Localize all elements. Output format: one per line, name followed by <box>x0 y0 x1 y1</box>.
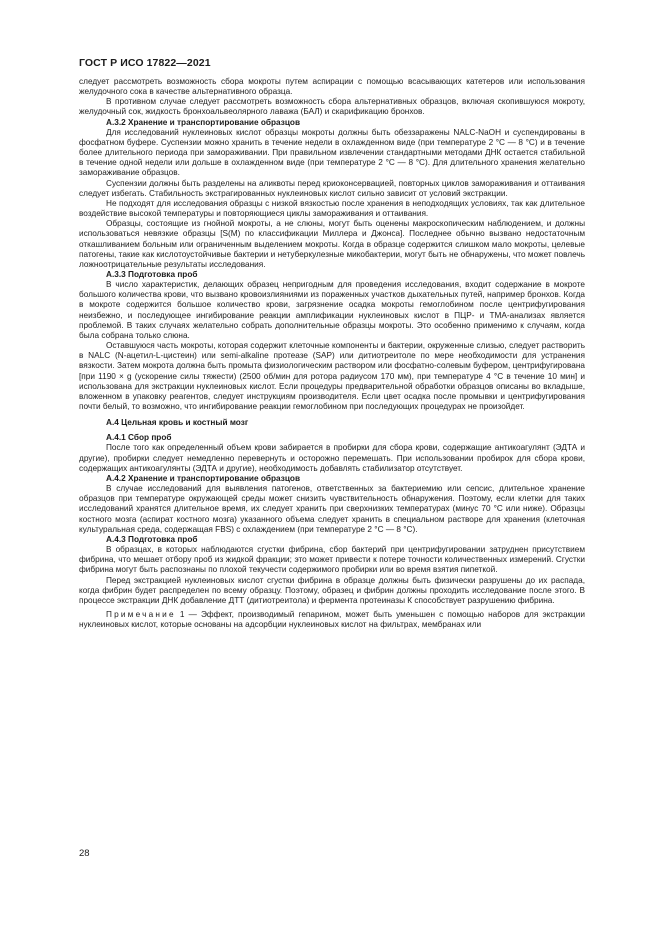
section-heading-a42: А.4.2 Хранение и транспортирование образцов <box>106 473 301 483</box>
paragraph: В противном случае следует рассмотреть возможность сбора альтернативных образцов, включая скопившуюся мокроту, желудочный сок, жидкость бронхоальвеолярного лаважа (БАЛ) и скарификацию бронхов. <box>79 97 585 117</box>
page-number: 28 <box>79 848 90 859</box>
document-body <box>79 77 585 630</box>
paragraph: следует рассмотреть возможность сбора мокроты путем аспирации с помощью всасывающих катетеров или использования желудочного сока в качестве альтернативного образца. <box>79 77 585 97</box>
paragraph: В случае исследований для выявления патогенов, ответственных за бактериемию или сепсис, длительное хранение образцов при температуре окружающей среды может снизить чувствительность обнаружения. Поэтому, если клетки для таких исследований хранятся длительное время, их следует хранить при сверхнизких температурах (минус 70 °С или ниже). Образцы костного мозга (аспират костного мозга) указанного объема следует хранить в специальном растворе для хранения (клеточная культуральная среда, содержащая FBS) с охлаждением (при температуре 2 °С — 8 °С). <box>79 484 585 534</box>
section-heading-a43: А.4.3 Подготовка проб <box>106 534 198 544</box>
note-paragraph <box>79 610 585 630</box>
paragraph: После того как определенный объем крови забирается в пробирки для сбора крови, содержащие антикоагулянт (ЭДТА и другие), пробирки следует немедленно перевернуть и осторожно перемешать. При использовании пробирок для сбора крови, содержащих антикоагулянты (ЭДТА и другие), необходимость добавлять стабилизатор отсутствует. <box>79 443 585 473</box>
document-header: ГОСТ Р ИСО 17822—2021 <box>79 57 211 69</box>
paragraph: В образцах, в которых наблюдаются сгустки фибрина, сбор бактерий при центрифугировании затруднен присутствием фибрина, что мешает отбору проб из жидкой фракции; это может привести к потере точности количественных измерений. Сгустки фибрина могут быть распознаны по плохой текучести содержимого пробирки или во время взятия пипеткой. <box>79 545 585 575</box>
section-heading-a33: А.3.3 Подготовка проб <box>106 269 198 279</box>
section-heading-a4: А.4 Цельная кровь и костный мозг <box>106 418 249 428</box>
section-heading-a41: А.4.1 Сбор проб <box>106 433 172 443</box>
note-label: Примечание <box>106 609 176 619</box>
paragraph: В число характеристик, делающих образец непригодным для проведения исследования, входит содержание в мокроте большого количества крови, что вызвано кровоизлияниями из пораженных участков дыхательных путей, например бронхов. Когда в мокроте содержится большое количество крови, загрязнение осадка мокроты гемоглобином после центрифугирования неизбежно, и последующее ингибирование реакции амплификации нуклеиновых кислот в ПЦР- и ТМА-анализах является проблемой. В таких случаях желательно собрать дополнительные образцы мокроты. Это особенно применимо к случаям, когда была собрана только слюна. <box>79 280 585 340</box>
note-text: 1 — Эффект, производимый гепарином, может быть уменьшен с помощью наборов для экстракции нуклеиновых кислот, которые основаны на адсорбции нуклеиновых кислот на фильтрах, мембранах или <box>79 609 585 630</box>
section-heading-a32: А.3.2 Хранение и транспортирование образцов <box>106 117 301 127</box>
paragraph: Перед экстракцией нуклеиновых кислот сгустки фибрина в образце должны быть физически разрушены до их распада, когда фибрин будет распределен по всему образцу. Поэтому, образец и фибрин должны проходить исследование после этого. В процессе экстракции ДНК добавление ДТТ (дитиотреитола) и фермента протеиназы К способствует разрушению фибрина. <box>79 575 585 605</box>
paragraph: Оставшуюся часть мокроты, которая содержит клеточные компоненты и бактерии, окруженные слизью, следует растворить в NALC (N-ацетил-L-цистеин) или semi-alkaline протеазе (SAP) или дитиотреитоле по мере необходимости для устранения вязкости. Затем мокрота должна быть промыта физиологическим раствором или фосфатно-солевым буфером, центрифугирована [при 1190 × g (ускорение силы тяжести) (2500 об/мин для ротора радиусом 170 мм), при температуре 4 °С в течение 10 мин] и использована для экстракции нуклеиновых кислот. Если процедуры предварительной обработки образцов описаны во вкладыше, вложенном в упаковку реагентов, следует инструкциям производителя. Если цвет осадка после промывки и центрифугирования почти белый, то возможно, что ингибирование реакции гемоглобином при последующих процедурах не произойдет. <box>79 341 585 411</box>
paragraph: Образцы, состоящие из гнойной мокроты, а не слюны, могут быть оценены макроскопическим наблюдением, и должны использоваться невязкие образцы [S(M) по классификации Миллера и Джонса]. Последнее обычно вызвано недостаточным откашливанием больным или ограниченным выделением мокроты. Когда в образце содержится слишком мало мокроты, целевые патогены, такие как кислотоустойчивые бактерии и нетуберкулезные микобактерии, могут быть не обнаружены, что может повлечь ложноотрицательные результаты исследования. <box>79 219 585 269</box>
paragraph: Не подходят для исследования образцы с низкой вязкостью после хранения в неподходящих условиях, так как длительное воздействие высокой температуры и повторяющиеся циклы замораживания и оттаивания. <box>79 198 585 219</box>
paragraph: Суспензии должны быть разделены на аликвоты перед криоконсервацией, повторных циклов замораживания и оттаивания следует избегать. Стабильность экстрагированных нуклеиновых кислот сильно зависит от условий экстракции. <box>79 178 585 198</box>
paragraph: Для исследований нуклеиновых кислот образцы мокроты должны быть обеззаражены NALC-NaOH и суспендированы в фосфатном буфере. Суспензии можно хранить в течение недели в охлажденном виде (при температуре 2 °С — 8 °С) и в течение более длительного периода при замораживании. При правильном извлечении стандартными методами ДНК остается стабильной в течение одной недели или дольше в охлажденном виде (при температуре 2 °С — 8 °С). Для длительного хранения желательно замораживание образцов. <box>79 127 585 178</box>
